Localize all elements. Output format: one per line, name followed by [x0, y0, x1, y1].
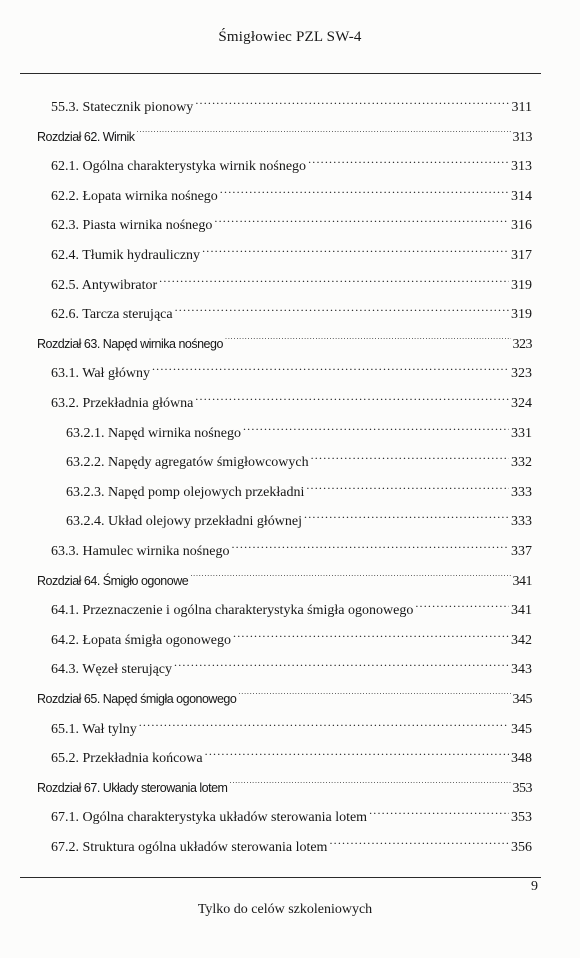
toc-leader-dots — [195, 89, 509, 111]
toc-entry — [51, 740, 532, 766]
toc-entry-page: 345 — [511, 722, 532, 737]
toc-entry-page: 323 — [511, 366, 532, 381]
toc-subentry — [66, 503, 532, 529]
toc-entry-label: 67.1. Ogólna charakterystyka układów sterowania lotem — [51, 810, 368, 825]
toc-entry-label: 64.1. Przeznaczenie i ogólna charakterystyka śmigła ogonowego — [51, 603, 414, 618]
toc-entry-page: 313 — [511, 159, 532, 174]
toc-entry-page: 343 — [511, 662, 532, 677]
toc-entry-page: 331 — [511, 426, 532, 441]
toc-entry-label: 63.2.4. Układ olejowy przekładni głównej — [66, 514, 303, 529]
toc-leader-dots — [190, 563, 510, 585]
toc-entry-page: 333 — [511, 485, 532, 500]
toc-leader-dots — [214, 207, 509, 229]
toc-entry-page: 356 — [511, 840, 532, 855]
toc-entry-label: Rozdział 62. Wirnik — [37, 130, 135, 144]
toc-entry-page: 337 — [511, 544, 532, 559]
toc-entry — [51, 148, 532, 174]
toc-entry — [51, 296, 532, 322]
page-header-title: Śmigłowiec PZL SW-4 — [218, 29, 362, 45]
footer-note: Tylko do celów szkoleniowych — [197, 902, 373, 917]
toc-leader-dots — [415, 592, 509, 614]
toc-leader-dots — [205, 740, 509, 762]
toc-entry — [51, 829, 532, 855]
toc-entry-label: 67.2. Struktura ogólna układów sterowania lotem — [51, 840, 328, 855]
toc-entry-page: 311 — [511, 100, 532, 115]
toc-entry-label: 62.5. Antywibrator — [51, 278, 158, 293]
toc-entry-page: 353 — [511, 810, 532, 825]
toc-entry-label: Rozdział 63. Napęd wirnika nośnego — [37, 337, 223, 351]
toc-entry-label: 63.2.2. Napędy agregatów śmigłowcowych — [66, 455, 309, 470]
toc-entry-label: Rozdział 65. Napęd śmigła ogonowego — [37, 692, 237, 706]
toc-entry — [51, 355, 532, 381]
toc-entry-label: 62.6. Tarcza sterująca — [51, 307, 173, 322]
toc-entry-label: 64.2. Łopata śmigła ogonowego — [51, 633, 232, 648]
toc-entry — [51, 267, 532, 293]
toc-leader-dots — [308, 148, 509, 170]
toc-leader-dots — [220, 178, 509, 200]
toc-entry-page: 348 — [511, 751, 532, 766]
toc-entry-label: 63.2.3. Napęd pomp olejowych przekładni — [66, 485, 305, 500]
toc-leader-dots — [311, 444, 509, 466]
toc-entry — [51, 622, 532, 648]
toc-leader-dots — [306, 474, 509, 496]
toc-leader-dots — [238, 681, 510, 703]
toc-entry — [51, 651, 532, 677]
toc-entry-page: 332 — [511, 455, 532, 470]
toc-entry-label: 64.3. Węzeł sterujący — [51, 662, 173, 677]
toc-entry-page: 319 — [511, 307, 532, 322]
toc-entry-label: Rozdział 67. Układy sterowania lotem — [37, 781, 228, 795]
toc-entry — [51, 799, 532, 825]
toc-subentry — [66, 474, 532, 500]
toc-entry-page: 317 — [511, 248, 532, 263]
toc-chapter-entry — [37, 119, 532, 145]
toc-entry — [51, 207, 532, 233]
toc-chapter-entry — [37, 770, 532, 796]
toc-entry-page: 324 — [511, 396, 532, 411]
toc-leader-dots — [159, 267, 509, 289]
toc-chapter-entry — [37, 681, 532, 707]
toc-leader-dots — [195, 385, 509, 407]
toc-leader-dots — [225, 326, 511, 348]
toc-leader-dots — [174, 651, 509, 673]
toc-leader-dots — [139, 711, 509, 733]
toc-entry-page: 313 — [512, 130, 532, 145]
toc-entry-label: 62.1. Ogólna charakterystyka wirnik nośnego — [51, 159, 307, 174]
toc-entry-label: 63.2.1. Napęd wirnika nośnego — [66, 426, 241, 441]
footer-divider — [20, 877, 541, 878]
toc-entry-label: 63.2. Przekładnia główna — [51, 396, 194, 411]
toc-leader-dots — [231, 533, 509, 555]
toc-subentry — [66, 444, 532, 470]
toc-entry-page: 316 — [511, 218, 532, 233]
toc-entry — [51, 533, 532, 559]
toc-entry-page: 333 — [511, 514, 532, 529]
toc-entry-page: 342 — [511, 633, 532, 648]
toc-chapter-entry — [37, 326, 532, 352]
page-number: 9 — [531, 879, 538, 894]
toc-entry-page: 314 — [511, 189, 532, 204]
toc-entry-page: 345 — [512, 692, 532, 707]
toc-entry — [51, 711, 532, 737]
toc-leader-dots — [243, 415, 509, 437]
toc-entry-page: 323 — [512, 337, 532, 352]
toc-leader-dots — [229, 770, 510, 792]
toc-entry-label: 65.1. Wał tylny — [51, 722, 137, 737]
toc-leader-dots — [152, 355, 509, 377]
toc-entry-page: 341 — [511, 603, 532, 618]
toc-leader-dots — [175, 296, 509, 318]
toc-entry-page: 341 — [512, 574, 532, 589]
toc-leader-dots — [329, 829, 509, 851]
toc-subentry — [66, 415, 532, 441]
toc-entry-label: 62.3. Piasta wirnika nośnego — [51, 218, 213, 233]
toc-entry-label: 65.2. Przekładnia końcowa — [51, 751, 203, 766]
toc-leader-dots — [304, 503, 509, 525]
toc-entry-page: 319 — [511, 278, 532, 293]
toc-entry-label: 63.1. Wał główny — [51, 366, 150, 381]
toc-entry-label: 63.3. Hamulec wirnika nośnego — [51, 544, 230, 559]
toc-entry — [51, 592, 532, 618]
toc-leader-dots — [202, 237, 509, 259]
toc-entry-label: 62.4. Tłumik hydrauliczny — [51, 248, 201, 263]
toc-chapter-entry — [37, 563, 532, 589]
toc-entry — [51, 178, 532, 204]
toc-leader-dots — [369, 799, 509, 821]
toc-leader-dots — [233, 622, 509, 644]
toc-leader-dots — [136, 119, 510, 141]
header-divider — [20, 73, 541, 74]
toc-entry — [51, 237, 532, 263]
toc-entry-label: 62.2. Łopata wirnika nośnego — [51, 189, 218, 204]
toc-entry-page: 353 — [512, 781, 532, 796]
toc-entry — [51, 385, 532, 411]
toc-entry-label: 55.3. Statecznik pionowy — [51, 100, 194, 115]
toc-entry-label: Rozdział 64. Śmigło ogonowe — [37, 574, 189, 588]
toc-entry — [51, 89, 532, 115]
